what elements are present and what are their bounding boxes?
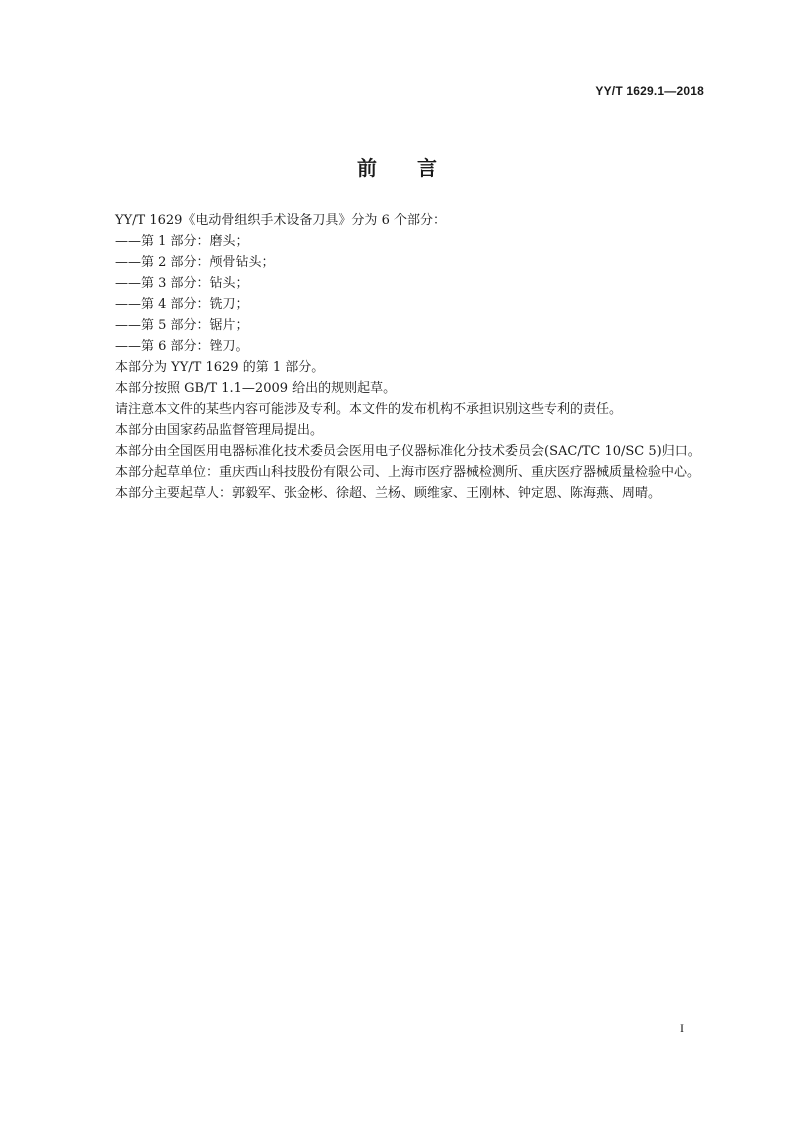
paragraph-proposer: 本部分由国家药品监督管理局提出。 <box>115 423 324 438</box>
title-char-1: 前 <box>357 156 377 180</box>
paragraph-scope: 本部分为 YY/T 1629 的第 1 部分。 <box>115 360 325 375</box>
list-item-part-1: ——第 1 部分：磨头； <box>115 234 249 249</box>
list-item-part-6: ——第 6 部分：锉刀。 <box>115 339 249 354</box>
page-title <box>0 152 794 181</box>
paragraph-committee: 本部分由全国医用电器标准化技术委员会医用电子仪器标准化分技术委员会(SAC/TC 10/SC 5)归口。 <box>115 444 701 459</box>
title-char-2: 言 <box>417 156 437 180</box>
paragraph-drafters: 本部分主要起草人：郭毅军、张金彬、徐超、兰杨、顾维家、王刚林、钟定恩、陈海燕、周晴。 <box>115 486 662 501</box>
paragraph-patent-notice: 请注意本文件的某些内容可能涉及专利。本文件的发布机构不承担识别这些专利的责任。 <box>115 402 623 417</box>
list-item-part-3: ——第 3 部分：钻头； <box>115 276 249 291</box>
standard-code-header: YY/T 1629.1—2018 <box>595 84 704 98</box>
page-number: I <box>680 1021 684 1035</box>
paragraph-drafting-units: 本部分起草单位：重庆西山科技股份有限公司、上海市医疗器械检测所、重庆医疗器械质量检验中心。 <box>115 465 701 480</box>
list-item-part-2: ——第 2 部分：颅骨钻头； <box>115 255 275 270</box>
list-item-part-4: ——第 4 部分：铣刀； <box>115 297 249 312</box>
paragraph-drafting-rules: 本部分按照 GB/T 1.1—2009 给出的规则起草。 <box>115 381 397 396</box>
list-item-part-5: ——第 5 部分：锯片； <box>115 318 249 333</box>
foreword-body <box>89 210 705 504</box>
paragraph-intro: YY/T 1629《电动骨组织手术设备刀具》分为 6 个部分： <box>115 213 446 228</box>
